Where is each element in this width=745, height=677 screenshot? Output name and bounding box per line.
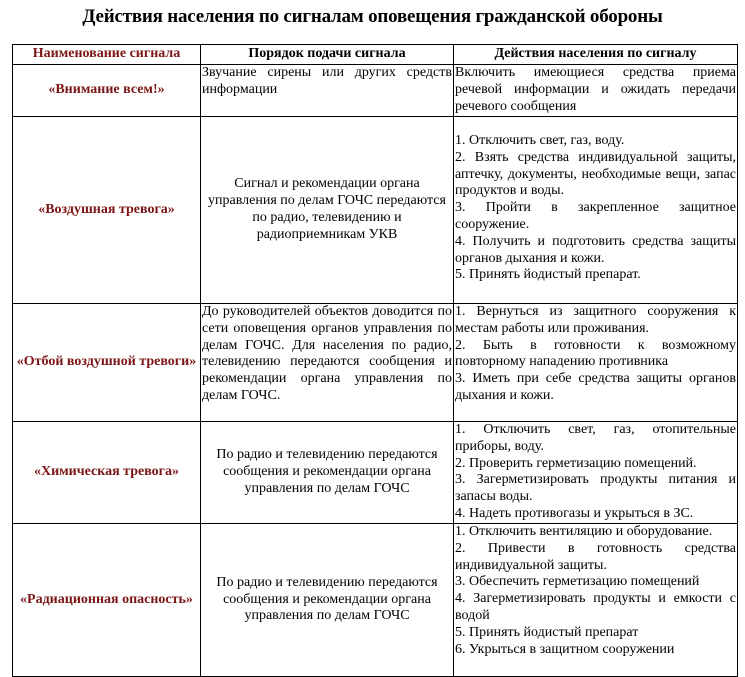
page-title: Действия населения по сигналам оповещения гражданской обороны: [82, 6, 663, 27]
signal-order: Звучание сирены или других средств информации: [201, 65, 454, 117]
table-row: [13, 524, 738, 677]
signal-order: По радио и телевидению передаются сообщения и рекомендации органа управления по делам ГОЧС: [201, 422, 454, 524]
signal-name: «Химическая тревога»: [13, 422, 201, 524]
signal-order: По радио и телевидению передаются сообщения и рекомендации органа управления по делам ГОЧС: [201, 524, 454, 677]
header-signal-order: Порядок подачи сигнала: [201, 45, 454, 65]
signal-actions: [454, 65, 738, 117]
action-item: 4. Надеть противогазы и укрыться в ЗС.: [455, 505, 694, 521]
signals-table: [12, 44, 738, 677]
action-item: 3. Пройти в закрепленное защитное сооружение.: [455, 200, 736, 232]
action-item: 4. Получить и подготовить средства защиты органов дыхания и кожи.: [455, 233, 736, 266]
header-population-actions: Действия населения по сигналу: [454, 45, 738, 65]
table-row: [13, 65, 738, 117]
action-item: 1. Отключить свет, газ, воду.: [455, 133, 625, 148]
action-item: 2. Проверить герметизацию помещений.: [455, 455, 697, 471]
action-item: 4. Загерметизировать продукты и емкости с водой: [455, 591, 736, 623]
action-item: 1. Отключить свет, газ, отопительные приборы, воду.: [455, 422, 736, 454]
signal-order: Сигнал и рекомендации органа управления по делам ГОЧС передаются по радио, телевидению и радиоприемникам УКВ: [201, 117, 454, 304]
action-item: 3. Иметь при себе средства защиты органов дыхания и кожи.: [455, 371, 736, 403]
action-item: 5. Принять йодистый препарат: [455, 624, 639, 640]
table-row: [13, 117, 738, 304]
signal-actions: [454, 422, 738, 524]
table-row: [13, 422, 738, 524]
action-item: 2. Взять средства индивидуальной защиты, аптечку, документы, необходимые вещи, запас продуктов и воды.: [455, 149, 736, 199]
signal-name: «Отбой воздушной тревоги»: [13, 304, 201, 422]
signal-name: «Радиационная опасность»: [13, 524, 201, 677]
header-signal-name: Наименование сигнала: [13, 45, 201, 65]
signal-name: «Внимание всем!»: [13, 65, 201, 117]
action-item: 3. Обеспечить герметизацию помещений: [455, 574, 700, 590]
action-item: 2. Быть в готовности к возможному повторному нападению противника: [455, 337, 736, 370]
signal-actions: [454, 524, 738, 677]
table-header-row: [13, 45, 738, 65]
action-item: 6. Укрыться в защитном сооружении: [455, 641, 675, 657]
action-item: 3. Загерметизировать продукты питания и запасы воды.: [455, 472, 736, 505]
table-row: [13, 304, 738, 422]
action-item: 1. Отключить вентиляцию и оборудование.: [455, 524, 713, 539]
signal-order: До руководителей объектов доводится по сети оповещения органов управления по делам ГОЧС. Для населения по радио, телевидению передаются сообщения и рекомендации органа управления по делам ГОЧС.: [201, 304, 454, 422]
signal-actions: [454, 117, 738, 304]
signal-actions: [454, 304, 738, 422]
action-item: 2. Привести в готовность средства индивидуальной защиты.: [455, 540, 736, 573]
action-item: 5. Принять йодистый препарат.: [455, 267, 641, 283]
action-item: Включить имеющиеся средства приема речевой информации и ожидать передачи речевого сообщения: [455, 65, 736, 114]
action-item: 1. Вернуться из защитного сооружения к местам работы или проживания.: [455, 304, 736, 336]
signal-name: «Воздушная тревога»: [13, 117, 201, 304]
